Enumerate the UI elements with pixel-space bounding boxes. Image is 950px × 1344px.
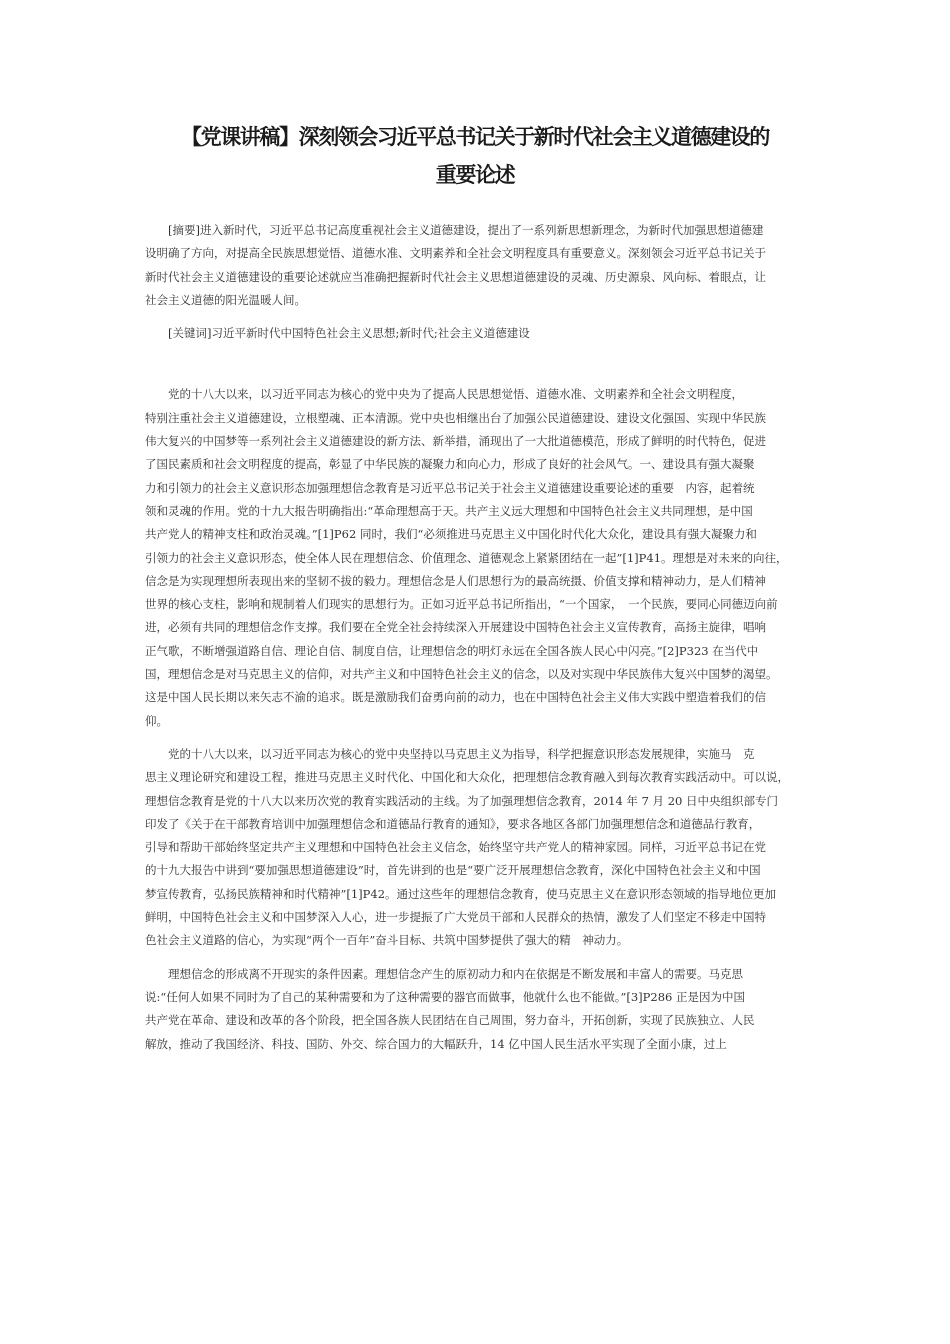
paragraph-line: 领和灵魂的作用。党的十九大报告明确指出:“革命理想高于天。共产主义远大理想和中国特色社会主义共同理想，是中国 — [145, 503, 753, 518]
paragraph-line: 国，理想信念是对马克思主义的信仰，对共产主义和中国特色社会主义的信念，以及对实现中华民族伟大复兴中国梦的渴望。 — [145, 667, 778, 682]
paragraph-line: 伟大复兴的中国梦等一系列社会主义道德建设的新方法、新举措，涌现出了一大批道德模范，形成了鲜明的时代特色，促进 — [145, 434, 766, 449]
title-line: 【党课讲稿】深刻领会习近平总书记关于新时代社会主义道德建设的 — [181, 125, 769, 149]
paragraph-line: 进，必须有共同的理想信念作支撑。我们要在全党全社会持续深入开展建设中国特色社会主义宣传教育，高扬主旋律，唱响 — [145, 620, 766, 635]
body-paragraph-2 — [145, 743, 821, 953]
paragraph-line: 信念是为实现理想所表现出来的坚韧不拔的毅力。理想信念是人们思想行为的最高统摄、价值支撑和精神动力，是人们精神 — [145, 573, 766, 588]
paragraph-line: 党的十八大以来，以习近平同志为核心的党中央为了提高人民思想觉悟、道德水准、文明素养和全社会文明程度， — [145, 387, 743, 402]
abstract-line: 设明确了方向，对提高全民族思想觉悟、道德水准、文明素养和全社会文明程度具有重要意义。深刻领会习近平总书记关于 — [145, 246, 766, 261]
paragraph-line: 仰。 — [145, 713, 168, 728]
paragraph-line: 说:“任何人如果不同时为了自己的某种需要和为了这种需要的器官而做事，他就什么也不能做。”[3]P286 正是因为中国 — [145, 989, 746, 1004]
paragraph-line: 理想信念教育是党的十八大以来历次党的教育实践活动的主线。为了加强理想信念教育，2014 年 7 月 20 日中央组织部专门 — [145, 793, 778, 808]
keywords-line: [关键词]习近平新时代中国特色社会主义思想;新时代;社会主义道德建设 — [145, 326, 530, 341]
abstract-paragraph — [145, 219, 821, 312]
body-paragraph-1 — [145, 383, 821, 732]
paragraph-line: 力和引领力的社会主义意识形态加强理想信念教育是习近平总书记关于社会主义道德建设重要论述的重要 内容，起着统 — [145, 480, 755, 495]
paragraph-line: 引领力的社会主义意识形态，使全体人民在理想信念、价值理念、道德观念上紧紧团结在一起”[1]P41。理想是对未来的向往， — [145, 550, 788, 565]
paragraph-line: 的十九大报告中讲到“要加强思想道德建设”时，首先讲到的也是“要广泛开展理想信念教育，深化中国特色社会主义和中国 — [145, 863, 761, 878]
paragraph-line: 世界的核心支柱，影响和规制着人们现实的思想行为。正如习近平总书记所指出，“一个国家， 一个民族，要同心同德迈向前 — [145, 597, 778, 612]
paragraph-line: 这是中国人民长期以来矢志不渝的追求。既是激励我们奋勇向前的动力，也在中国特色社会主义伟大实践中塑造着我们的信 — [145, 690, 766, 705]
document-body — [145, 219, 821, 1056]
paragraph-line: 梦宣传教育，弘扬民族精神和时代精神”[1]P42。通过这些年的理想信念教育，使马克思主义在意识形态领域的指导地位更加 — [145, 886, 777, 901]
paragraph-line: 共产党在革命、建设和改革的各个阶段，把全国各族人民团结在自己周围，努力奋斗，开拓创新，实现了民族独立、人民 — [145, 1013, 755, 1028]
paragraph-line: 引导和帮助干部始终坚定共产主义理想和中国特色社会主义信念，始终坚守共产党人的精神家园。同样，习近平总书记在党 — [145, 840, 766, 855]
paragraph-line: 色社会主义道路的信心，为实现“两个一百年”奋斗目标、共筑中国梦提供了强大的精 神动力。 — [145, 933, 629, 948]
paragraph-line: 鲜明，中国特色社会主义和中国梦深入人心，进一步提振了广大党员干部和人民群众的热情，激发了人们坚定不移走中国特 — [145, 910, 766, 925]
paragraph-line: 共产党人的精神支柱和政治灵魂。”[1]P62 同时，我们“必须推进马克思主义中国化时代化大众化，建设具有强大凝聚力和 — [145, 527, 757, 542]
abstract-line: [摘要]进入新时代，习近平总书记高度重视社会主义道德建设，提出了一系列新思想新理念，为新时代加强思想道德建 — [145, 223, 764, 237]
paragraph-line: 解放，推动了我国经济、科技、国防、外交、综合国力的大幅跃升，14 亿中国人民生活水平实现了全面小康，过上 — [145, 1036, 727, 1051]
title-line: 重要论述 — [435, 163, 515, 187]
paragraph-line: 党的十八大以来，以习近平同志为核心的党中央坚持以马克思主义为指导，科学把握意识形态发展规律，实施马 克 — [145, 746, 755, 761]
paragraph-line: 印发了《关于在干部教育培训中加强理想信念和道德品行教育的通知》，要求各地区各部门加强理想信念和道德品行教育， — [145, 816, 761, 831]
body-paragraph-3 — [145, 963, 821, 1056]
paragraph-line: 理想信念的形成离不开现实的条件因素。理想信念产生的原初动力和内在依据是不断发展和丰富人的需要。马克思 — [145, 966, 743, 981]
keywords-paragraph — [145, 322, 821, 345]
paragraph-line: 思主义理论研究和建设工程，推进马克思主义时代化、中国化和大众化，把理想信念教育融入到每次教育实践活动中。可以说， — [145, 770, 789, 785]
paragraph-line: 特别注重社会主义道德建设，立根塑魂、正本清源。党中央也相继出台了加强公民道德建设、建设文化强国、实现中华民族 — [145, 410, 766, 425]
paragraph-line: 了国民素质和社会文明程度的提高，彰显了中华民族的凝聚力和向心力，形成了良好的社会风气。一、建设具有强大凝聚 — [145, 457, 755, 472]
abstract-line: 社会主义道德的阳光温暖人间。 — [145, 292, 306, 307]
paragraph-line: 正气歌，不断增强道路自信、理论自信、制度自信，让理想信念的明灯永远在全国各族人民心中闪亮。”[2]P323 在当代中 — [145, 643, 759, 658]
abstract-line: 新时代社会主义道德建设的重要论述就应当准确把握新时代社会主义思想道德建设的灵魂、历史源泉、风向标、着眼点，让 — [145, 269, 766, 284]
document-title — [140, 118, 810, 194]
